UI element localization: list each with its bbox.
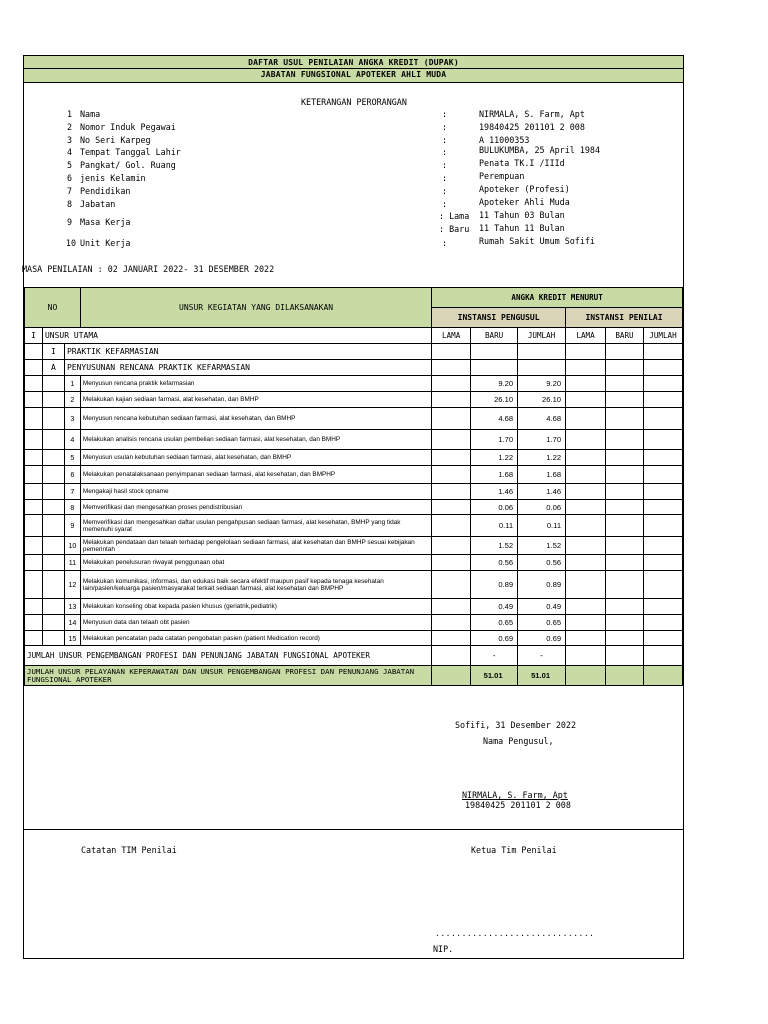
empty-cell [643,555,682,571]
title-line-2: JABATAN FUNGSIONAL APOTEKER AHLI MUDA [260,70,447,79]
unit-kerja-no: 10 [65,238,76,248]
activity-text: Melakukan penelusuran riwayat penggunaan obat [80,555,431,571]
personal-item-value: BULUKUMBA, 25 April 1984 [479,145,601,155]
table-row [25,392,683,408]
empty-cell [643,666,682,686]
personal-item-no: 1 [66,109,72,119]
empty-cell [606,392,644,408]
table-row [25,450,683,466]
empty-cell [42,466,64,484]
activity-baru: 4.68 [471,408,518,430]
title-line-1: DAFTAR USUL PENILAIAN ANGKA KREDIT (DUPAK) [248,58,459,67]
personal-item-value: Perempuan [479,171,525,181]
activity-text: Memverifikasi dan mengesahkan proses pendistribusian [80,500,431,515]
personal-heading: KETERANGAN PERORANGAN [301,97,407,107]
empty-cell [606,666,644,686]
personal-item-sep: : [442,109,448,119]
empty-cell [432,571,471,599]
table-row [25,537,683,555]
empty-cell [42,537,64,555]
empty-cell [643,392,682,408]
empty-cell [566,666,606,686]
empty-cell [606,615,644,631]
empty-cell [606,571,644,599]
table-row [25,599,683,615]
empty-cell [643,646,682,666]
sub-header-jumlah-penilai: JUMLAH [643,328,682,344]
empty-cell [25,615,43,631]
personal-item-value: A 11000353 [479,135,530,145]
footer-divider [24,829,683,830]
activity-baru: 0.11 [471,515,518,537]
title-bottom-border [24,82,683,83]
empty-cell [25,360,43,376]
activity-text: Melakukan penatalaksanaan penyimpanan sediaan farmasi, alat kesehatan, dan BMPHP [80,466,431,484]
empty-cell [566,344,606,360]
sub-header-lama: LAMA [432,328,471,344]
activity-no: 1 [64,376,80,392]
activity-baru: 0.49 [471,599,518,615]
empty-cell [566,615,606,631]
table-row [25,466,683,484]
unsur-label: UNSUR UTAMA [42,328,431,344]
activity-baru: 9.20 [471,376,518,392]
empty-cell [432,646,471,666]
personal-item-label: Tempat Tanggal Lahir [80,147,181,157]
personal-item-no: 3 [66,135,72,145]
empty-cell [25,466,43,484]
empty-cell [643,408,682,430]
activity-no: 6 [64,466,80,484]
credit-table [24,287,683,686]
empty-cell [25,450,43,466]
activity-text: Melakukan komunikasi, informasi, dan edukasi baik secara efektif maupun pasif kepada tenaga kesehatan lain/pasien/keluarga pasien/masyarakat terkait sediaan farmasi, alat kesehatan dan BMPHP [80,571,431,599]
empty-cell [471,360,518,376]
personal-item-label: Pendidikan [80,186,131,196]
activity-jumlah: 9.20 [518,376,566,392]
table-row [25,376,683,392]
personal-item-no: 2 [66,122,72,132]
empty-cell [432,450,471,466]
activity-text: Melakukan analisis rencana usulan pembelian sediaan farmasi, alat kesehatan, dan BMHP [80,430,431,450]
table-row [25,515,683,537]
personal-item-label: jenis Kelamin [80,173,146,183]
activity-no: 13 [64,599,80,615]
empty-cell [42,571,64,599]
activity-no: 14 [64,615,80,631]
masa-kerja-baru-value: 11 Tahun 11 Bulan [479,223,565,233]
activity-text: Melakukan pendataan dan telaah terhadap pengelolaan sediaan farmasi, alat kesehatan dan BMHP sesuai kebijakan pemerintah [80,537,431,555]
activity-jumlah: 0.06 [518,500,566,515]
jumlah-pengembangan-label: JUMLAH UNSUR PENGEMBANGAN PROFESI DAN PENUNJANG JABATAN FUNGSIONAL APOTEKER [25,646,432,666]
empty-cell [606,515,644,537]
empty-cell [643,599,682,615]
empty-cell [606,376,644,392]
empty-cell [432,555,471,571]
table-row [25,571,683,599]
empty-cell [566,646,606,666]
empty-cell [25,555,43,571]
empty-cell [643,571,682,599]
masa-kerja-no: 9 [66,217,72,227]
empty-cell [566,430,606,450]
empty-cell [606,599,644,615]
empty-cell [606,500,644,515]
subsection-1-label: PRAKTIK KEFARMASIAN [64,344,431,360]
activity-baru: 0.69 [471,631,518,646]
empty-cell [518,360,566,376]
empty-cell [566,631,606,646]
personal-item-no: 4 [66,147,72,157]
empty-cell [432,344,471,360]
personal-item-value: Apoteker Ahli Muda [479,197,570,207]
activity-text: Menyusun rencana kebutuhan sediaan farmasi, alat kesehatan, dan BMHP [80,408,431,430]
unsur-no: I [25,328,43,344]
empty-cell [432,537,471,555]
personal-item-sep: : [442,147,448,157]
personal-item-value: NIRMALA, S. Farm, Apt [479,109,585,119]
activity-baru: 0.06 [471,500,518,515]
empty-cell [432,466,471,484]
subsection-1-no: I [42,344,64,360]
empty-cell [606,360,644,376]
empty-cell [643,450,682,466]
empty-cell [42,450,64,466]
empty-cell [432,631,471,646]
empty-cell [643,484,682,500]
masa-kerja-lama-sep: : Lama [439,211,470,221]
activity-jumlah: 1.70 [518,430,566,450]
empty-cell [42,376,64,392]
empty-cell [25,344,43,360]
personal-item-value: Apoteker (Profesi) [479,184,570,194]
empty-cell [643,466,682,484]
activity-jumlah: 0.65 [518,615,566,631]
empty-cell [25,392,43,408]
activity-jumlah: 4.68 [518,408,566,430]
footer-nip: NIP. [433,944,454,954]
activity-no: 15 [64,631,80,646]
table-row [25,484,683,500]
sub-header-lama-penilai: LAMA [566,328,606,344]
empty-cell [25,571,43,599]
empty-cell [42,500,64,515]
signature-nip: 19840425 201101 2 008 [465,800,571,810]
masa-kerja-baru-sep: : Baru [439,224,470,234]
personal-item-label: Jabatan [80,199,116,209]
ketua-tim-penilai: Ketua Tim Penilai [471,845,557,855]
activity-baru: 0.65 [471,615,518,631]
empty-cell [566,450,606,466]
activity-baru: 1.52 [471,537,518,555]
personal-item-sep: : [442,122,448,132]
jumlah-pengembangan-row [25,646,683,666]
sub-header-baru: BARU [471,328,518,344]
empty-cell [566,515,606,537]
activity-text: Mengakaji hasil stock opname [80,484,431,500]
activity-text: Menyusun data dan telaah obt pasien [80,615,431,631]
empty-cell [643,500,682,515]
empty-cell [42,555,64,571]
header-no: NO [25,288,81,328]
activity-baru: 0.56 [471,555,518,571]
empty-cell [566,466,606,484]
activity-jumlah: 0.49 [518,599,566,615]
personal-item-sep: : [442,186,448,196]
empty-cell [566,555,606,571]
empty-cell [566,408,606,430]
empty-cell [432,500,471,515]
title-banner [24,56,683,82]
activity-baru: 1.68 [471,466,518,484]
empty-cell [432,484,471,500]
activity-no: 5 [64,450,80,466]
assessment-period: MASA PENILAIAN : 02 JANUARI 2022- 31 DESEMBER 2022 [22,264,275,274]
activity-text: Melakukan pencatatan pada catatan pengobatan pasien (patient Medication record) [80,631,431,646]
activity-no: 7 [64,484,80,500]
activity-no: 4 [64,430,80,450]
personal-item-label: Pangkat/ Gol. Ruang [80,160,176,170]
jumlah-pengembangan-jumlah: - [518,646,566,666]
empty-cell [643,344,682,360]
empty-cell [42,484,64,500]
empty-cell [606,344,644,360]
table-row [25,430,683,450]
jumlah-pengembangan-baru: - [471,646,518,666]
empty-cell [643,537,682,555]
dupak-sheet [23,55,684,959]
empty-cell [432,599,471,615]
empty-cell [25,515,43,537]
header-instansi-penilai: INSTANSI PENILAI [566,308,683,328]
empty-cell [25,376,43,392]
empty-cell [432,376,471,392]
personal-item-no: 5 [66,160,72,170]
empty-cell [566,599,606,615]
empty-cell [606,466,644,484]
empty-cell [42,599,64,615]
empty-cell [42,392,64,408]
empty-cell [566,500,606,515]
personal-item-value: 19840425 201101 2 008 [479,122,585,132]
table-row [25,408,683,430]
empty-cell [606,408,644,430]
catatan-tim-penilai: Catatan TIM Penilai [81,845,177,855]
empty-cell [643,360,682,376]
activity-text: Memverifikasi dan mengesahkan daftar usulan pengahpusan sediaan farmasi, alat kesehatan, BMHP yang tidak memenuhi syarat [80,515,431,537]
table-row [25,500,683,515]
empty-cell [566,376,606,392]
signature-role: Nama Pengusul, [483,736,554,746]
unit-kerja-label: Unit Kerja [80,238,131,248]
personal-item-label: Nama [80,109,101,119]
table-row [25,555,683,571]
unit-kerja-value: Rumah Sakit Umum Sofifi [479,236,595,246]
sub-header-baru-penilai: BARU [606,328,644,344]
signature-name: NIRMALA, S. Farm, Apt [462,790,568,800]
empty-cell [643,631,682,646]
header-instansi-pengusul: INSTANSI PENGUSUL [432,308,566,328]
empty-cell [432,615,471,631]
activity-baru: 1.70 [471,430,518,450]
empty-cell [25,484,43,500]
empty-cell [606,555,644,571]
empty-cell [606,450,644,466]
empty-cell [566,571,606,599]
empty-cell [606,484,644,500]
activity-text: Menyusun usulan kebutuhan sediaan farmasi, alat kesehatan, dan BMHP [80,450,431,466]
total-label: JUMLAH UNSUR PELAYANAN KEPERAWATAN DAN UNSUR PENGEMBANGAN PROFESI DAN PENUNJANG JABATAN FUNGSIONAL APOTEKER [25,666,432,686]
activity-jumlah: 1.52 [518,537,566,555]
empty-cell [432,666,471,686]
empty-cell [432,360,471,376]
activity-jumlah: 0.89 [518,571,566,599]
activity-no: 2 [64,392,80,408]
empty-cell [25,537,43,555]
empty-cell [566,484,606,500]
empty-cell [643,430,682,450]
activity-no: 10 [64,537,80,555]
activity-no: 3 [64,408,80,430]
activity-baru: 1.22 [471,450,518,466]
table-row [25,631,683,646]
total-jumlah: 51.01 [518,666,566,686]
table-row [25,615,683,631]
activity-no: 9 [64,515,80,537]
activity-jumlah: 26.10 [518,392,566,408]
empty-cell [606,430,644,450]
empty-cell [432,430,471,450]
empty-cell [42,631,64,646]
personal-item-sep: : [442,199,448,209]
empty-cell [606,537,644,555]
empty-cell [518,344,566,360]
total-baru: 51.01 [471,666,518,686]
header-unsur: UNSUR KEGIATAN YANG DILAKSANAKAN [80,288,431,328]
signature-place-date: Sofifi, 31 Desember 2022 [455,720,577,730]
empty-cell [42,615,64,631]
activity-baru: 0.89 [471,571,518,599]
activity-baru: 26.10 [471,392,518,408]
empty-cell [471,344,518,360]
empty-cell [42,430,64,450]
empty-cell [25,500,43,515]
personal-item-no: 7 [66,186,72,196]
activity-text: Menyusun rencana praktik kefarmasian [80,376,431,392]
empty-cell [432,392,471,408]
header-angka-kredit: ANGKA KREDIT MENURUT [432,288,683,308]
activity-text: Melakukan konseling obat kepada pasien khusus (geriatrik,pediatrik) [80,599,431,615]
personal-item-no: 6 [66,173,72,183]
total-row [25,666,683,686]
activity-jumlah: 0.69 [518,631,566,646]
activity-jumlah: 1.22 [518,450,566,466]
empty-cell [566,537,606,555]
personal-item-sep: : [442,173,448,183]
empty-cell [606,646,644,666]
activity-no: 8 [64,500,80,515]
masa-kerja-lama-value: 11 Tahun 03 Bulan [479,210,565,220]
empty-cell [432,408,471,430]
activity-no: 11 [64,555,80,571]
subsection-2-no: A [42,360,64,376]
empty-cell [643,515,682,537]
personal-item-value: Penata TK.I /IIId [479,158,565,168]
empty-cell [25,430,43,450]
sub-header-jumlah: JUMLAH [518,328,566,344]
empty-cell [643,615,682,631]
personal-item-label: No Seri Karpeg [80,135,151,145]
activity-jumlah: 0.56 [518,555,566,571]
personal-item-label: Nomor Induk Pegawai [80,122,176,132]
empty-cell [643,376,682,392]
empty-cell [566,392,606,408]
personal-item-no: 8 [66,199,72,209]
personal-item-sep: : [442,160,448,170]
subsection-2-label: PENYUSUNAN RENCANA PRAKTIK KEFARMASIAN [64,360,431,376]
activity-jumlah: 1.68 [518,466,566,484]
activity-baru: 1.46 [471,484,518,500]
masa-kerja-label: Masa Kerja [80,217,131,227]
activity-jumlah: 1.46 [518,484,566,500]
signature-dots: .............................. [435,929,595,938]
empty-cell [42,408,64,430]
empty-cell [432,515,471,537]
empty-cell [25,631,43,646]
activity-jumlah: 0.11 [518,515,566,537]
activity-text: Melakukan kajian sediaan farmasi, alat kesehatan, dan BMHP [80,392,431,408]
unit-kerja-sep: : [442,238,448,248]
empty-cell [566,360,606,376]
activity-no: 12 [64,571,80,599]
empty-cell [42,515,64,537]
empty-cell [25,408,43,430]
title-divider [24,68,683,69]
empty-cell [606,631,644,646]
empty-cell [25,599,43,615]
personal-item-sep: : [442,135,448,145]
